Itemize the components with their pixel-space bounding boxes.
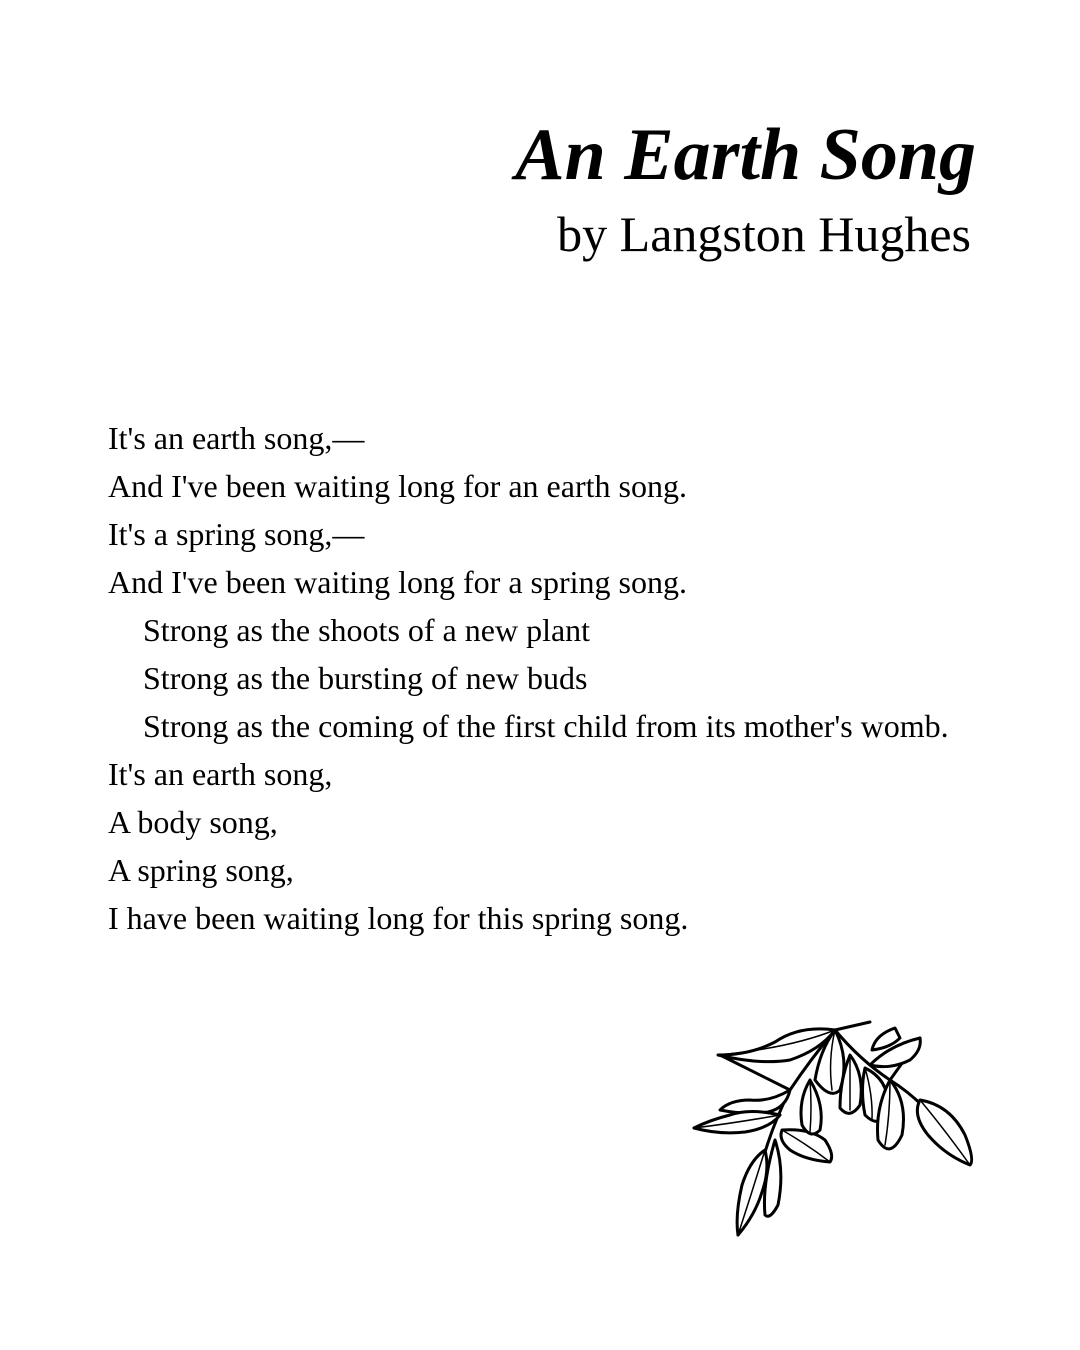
poem-line: I have been waiting long for this spring song. — [108, 900, 689, 936]
poem-line: It's an earth song, — [108, 756, 333, 792]
poem-body — [108, 414, 1048, 942]
poem-line: It's an earth song,— — [108, 420, 365, 456]
poem-line: It's a spring song,— — [108, 516, 365, 552]
poem-line: And I've been waiting long for an earth song. — [108, 468, 687, 504]
poem-line: A spring song, — [108, 852, 294, 888]
poem-line-indented: Strong as the shoots of a new plant — [143, 612, 591, 648]
leaf-branch-icon — [690, 1020, 980, 1244]
poem-line-indented: Strong as the coming of the first child from its mother's womb. — [143, 708, 949, 744]
poem-byline: by Langston Hughes — [557, 206, 971, 262]
poem-title: An Earth Song — [515, 114, 976, 196]
poem-line: A body song, — [108, 804, 278, 840]
poem-line: And I've been waiting long for a spring song. — [108, 564, 687, 600]
poem-line-indented: Strong as the bursting of new buds — [143, 660, 588, 696]
